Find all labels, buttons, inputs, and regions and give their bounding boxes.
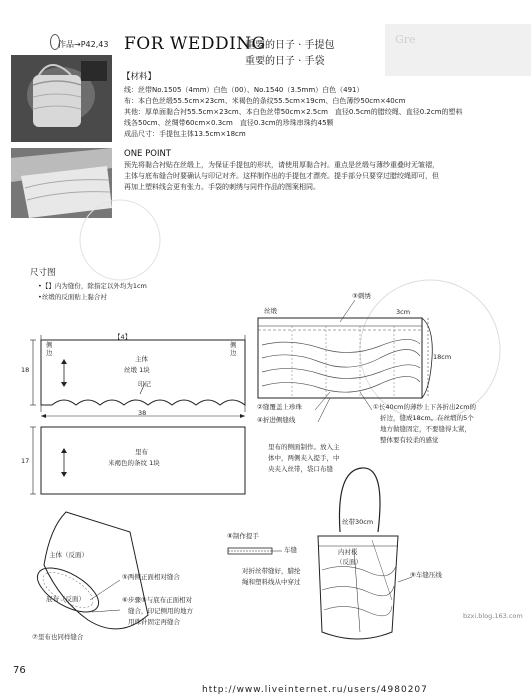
handle-note-1: 对折丝带缝好，腊纶 [242, 567, 301, 575]
materials-line-1: 线：丝带No.1505（4mm）白色（00）、No.1540（3.5mm）白色（491） [124, 86, 364, 94]
step-1-line-2: 折边，缝成18cm。在丝缎的5个 [380, 414, 474, 422]
handle-shape [228, 548, 282, 554]
main-panel-right-side: 侧边 [230, 341, 237, 357]
lining-panel-material: 米褐色的条纹 1块 [108, 459, 160, 467]
step-1-line-1: ①长40cm的薄纱上下各折出2cm的 [373, 403, 477, 411]
main-panel-width: 38 [138, 409, 147, 417]
step-6-line-3: 用珠针固定再缝合 [128, 618, 180, 626]
embroidery-3cm: 3cm [396, 308, 411, 316]
lining-panel-height: 17 [21, 457, 30, 465]
lining-note-line-3: 央夹入丝带，袋口布缝 [268, 465, 333, 473]
step-2-beads: ②缝覆盖上珍珠 [257, 403, 302, 411]
finished-inner-board: 内衬板 [338, 548, 358, 556]
main-panel-seam-allowance: 【4】 [114, 333, 132, 341]
main-panel-shape [30, 335, 245, 418]
watermark-right: bzxi.blog.163.com [463, 612, 523, 620]
lining-panel-label: 里布 [135, 448, 148, 456]
assembly-base-reverse: 底布（反面） [46, 595, 85, 603]
step-1-line-3: 地方做缝固定，不要缝得太紧， [380, 425, 471, 433]
embroidery-silk-label: 丝缎 [264, 307, 277, 315]
main-panel-left-side: 侧边 [46, 341, 53, 357]
assembly-body-reverse: 主体（反面） [49, 551, 88, 559]
diagram-title: 尺寸图 [30, 268, 56, 278]
lining-note-line-2: 体中，两侧夹入提手，中 [268, 454, 340, 462]
one-point-line-3: 再加上塑料线会更有张力。手袋的刺绣与同件作品的图案相同。 [124, 183, 320, 191]
one-point-heading: ONE POINT [124, 149, 171, 159]
lining-note-line-1: 里布的侧面制作。放入主 [268, 443, 340, 451]
main-panel-label: 主体 [135, 355, 148, 363]
step-1-line-4: 整体要有较柔的感觉 [380, 436, 439, 444]
page-number: 76 [13, 665, 26, 676]
subtitle-2: 重要的日子 · 手袋 [245, 56, 325, 67]
main-panel-height: 18 [21, 366, 30, 374]
finished-bag-shape [318, 468, 398, 639]
step-6-line-1: ⑥步骤⑤与底布正面相对 [122, 596, 193, 604]
one-point-line-2: 主体与底布缝合时要确认与印记对齐。这样制作出的手提包才漂亮。提手部分只要穿过腊绞绳即可，但 [124, 172, 439, 180]
step-7-lining: ⑦里布也同样缝合 [32, 633, 84, 641]
finished-ribbon-30cm: 丝带30cm [342, 518, 374, 526]
diagram-note-1: •【】内为缝份，除指定以外均为1cm [38, 282, 147, 290]
subtitle-1: 重要的日子 · 手提包 [245, 40, 335, 51]
main-panel-material: 丝缎 1块 [124, 366, 150, 374]
step-5-sides: ⑤两侧正面相对缝合 [122, 573, 180, 581]
diagram-note-2: •丝缎的反面贴上黏合衬 [38, 293, 107, 301]
materials-line-5: 成品尺寸：手提包主体13.5cm×18cm [124, 130, 246, 138]
step-4-fold: ④折进侧缝线 [257, 416, 296, 424]
materials-line-2: 布：本白色丝缎55.5cm×23cm、米褐色的条纹55.5cm×19cm、白色薄纱50cm×40cm [124, 97, 406, 105]
source-url: http://www.liveinternet.ru/users/4980207 [202, 685, 428, 695]
embroidery-panel-shape [258, 318, 432, 398]
handle-note-2: 绳和塑料线从中穿过 [242, 578, 301, 586]
watermark-text: Gre [395, 33, 416, 46]
materials-line-3: 其他：厚单面黏合衬55.5cm×23cm、本白色丝带50cm×2.5cm 直径0.5cm的腊绞绳、直径0.2cm的塑料 [124, 108, 463, 116]
step-8-handle: ⑧制作提手 [227, 532, 259, 540]
materials-heading: 【材料】 [122, 72, 157, 82]
embroidery-18cm: 18cm [433, 353, 452, 361]
step-9-topstitch: ⑨车缝压线 [410, 571, 442, 579]
one-point-line-1: 预先将黏合衬贴在丝缎上，为保证手提包的形状，请使用厚黏合衬。重点是丝缎与薄纱重叠时无皱褶， [124, 161, 439, 169]
title-en: FOR WEDDING [124, 34, 266, 54]
finished-reverse: （反面） [336, 558, 362, 566]
main-panel-mark: 印记 [138, 380, 151, 388]
materials-line-4: 线各50cm、丝绸带60cm×0.3cm 直径0.3cm的珍珠串珠约45颗 [124, 119, 334, 127]
step-3-embroidery: ③刺绣 [352, 292, 371, 300]
work-reference: 作品→P42,43 [58, 40, 109, 49]
handle-machine-stitch: 车缝 [284, 546, 297, 554]
step-6-line-2: 缝合，印记侧用的地方 [128, 607, 193, 615]
